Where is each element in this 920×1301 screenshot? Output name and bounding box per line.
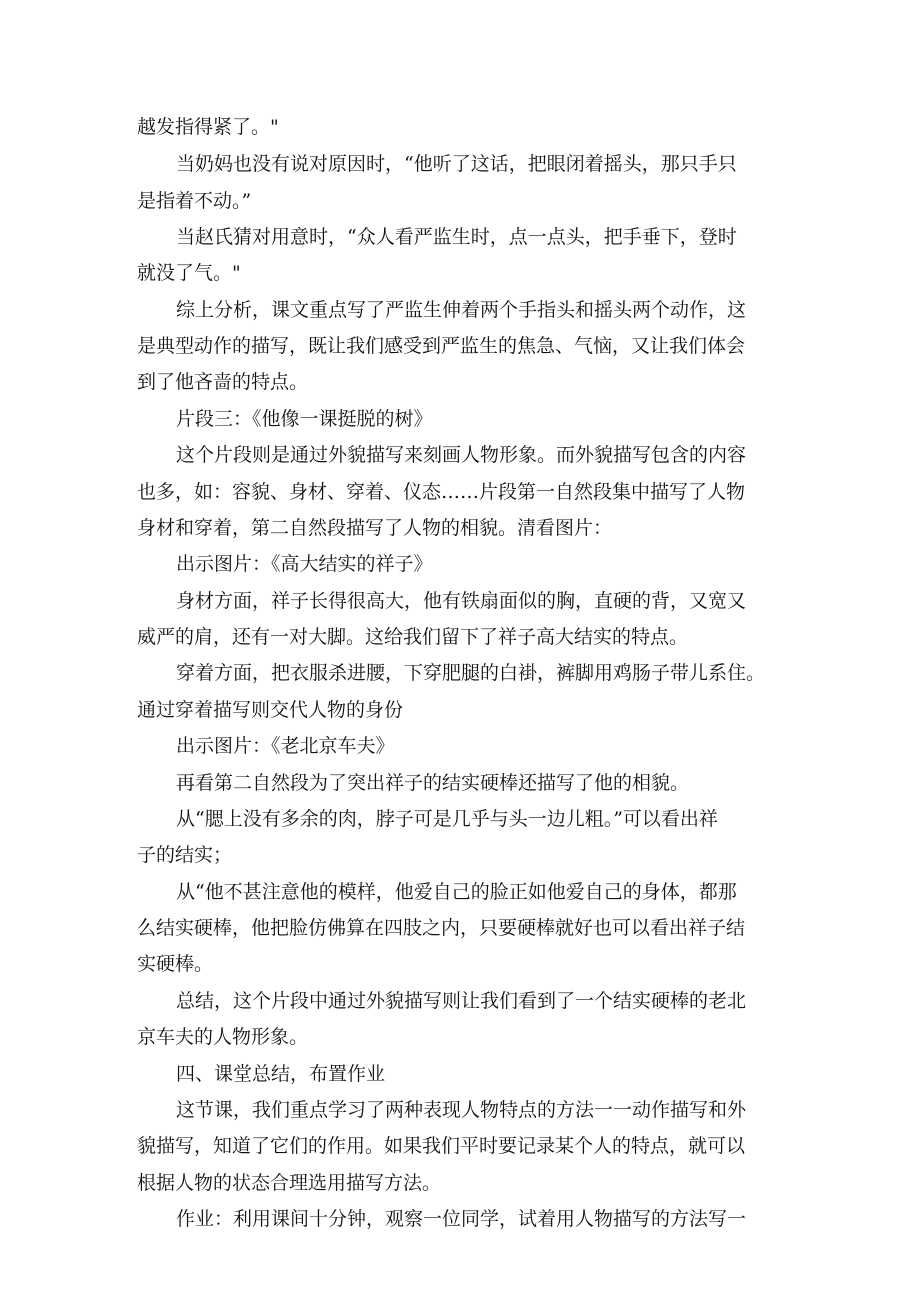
text-line: 当奶妈也没有说对原因时，“他听了这话，把眼闭着摇头，那只手只 <box>176 153 737 175</box>
text-line: 实硬棒。 <box>137 953 214 975</box>
text-line: 京车夫的人物形象。 <box>137 1026 309 1048</box>
text-line: 到了他吝啬的特点。 <box>137 371 309 393</box>
text-line: 身材方面，祥子长得很高大，他有铁扇面似的胸，直硬的背，又宽又 <box>176 590 747 612</box>
text-line: 从“他不甚注意他的模样，他爱自己的脸正如他爱自己的身体，都那 <box>176 881 737 903</box>
section-heading: 四、课堂总结，布置作业 <box>176 1063 386 1085</box>
text-line: 出示图片：《老北京车夫》 <box>176 735 395 757</box>
text-line: 总结，这个片段中通过外貌描写则让我们看到了一个结实硬棒的老北 <box>176 990 747 1012</box>
section-heading: 片段三：《他像一课挺脱的树》 <box>176 408 433 430</box>
text-line: 作业：利用课间十分钟，观察一位同学，试着用人物描写的方法写一 <box>176 1208 747 1230</box>
text-line: 出示图片：《高大结实的祥子》 <box>176 553 433 575</box>
text-line: 貌描写，知道了它们的作用。如果我们平时要记录某个人的特点，就可以 <box>137 1135 746 1157</box>
text-line: 是指着不动。” <box>137 190 252 212</box>
text-line: 根据人物的状态合理选用描写方法。 <box>137 1172 442 1194</box>
text-line: 再看第二自然段为了突出祥子的结实硬棒还描写了他的相貌。 <box>176 772 690 794</box>
text-line: 是典型动作的描写，既让我们感受到严监生的焦急、气恼，又让我们体会 <box>137 335 746 357</box>
text-line: 当赵氏猜对用意时，“众人看严监生时，点一点头，把手垂下，登时 <box>176 226 737 248</box>
text-line: 子的结实； <box>137 844 233 866</box>
text-line: 通过穿着描写则交代人物的身份 <box>137 699 404 721</box>
text-line: 从“腮上没有多余的肉，脖子可是几乎与头一边儿粗。”可以看出祥 <box>176 808 718 830</box>
text-line: 也多，如：容貌、身材、穿着、仪态……片段第一自然段集中描写了人物 <box>137 481 746 503</box>
text-line: 威严的肩，还有一对大脚。这给我们留下了祥子高大结实的特点。 <box>137 626 689 648</box>
text-line: 这个片段则是通过外貌描写来刻画人物形象。而外貌描写包含的内容 <box>176 444 747 466</box>
text-line: 综上分析，课文重点写了严监生伸着两个手指头和摇头两个动作，这 <box>176 299 747 321</box>
text-line: 就没了气。" <box>137 262 241 284</box>
text-line: 穿着方面，把衣服杀进腰，下穿肥腿的白褂，裤脚用鸡肠子带儿系住。 <box>176 662 766 684</box>
text-line: 这节课，我们重点学习了两种表现人物特点的方法一一动作描写和外 <box>176 1099 747 1121</box>
text-line: 越发指得紧了。" <box>137 116 279 138</box>
text-line: 身材和穿着，第二自然段描写了人物的相貌。清看图片： <box>137 517 613 539</box>
text-line: 么结实硬棒，他把脸仿佛算在四肢之内，只要硬棒就好也可以看出祥子结 <box>137 917 746 939</box>
